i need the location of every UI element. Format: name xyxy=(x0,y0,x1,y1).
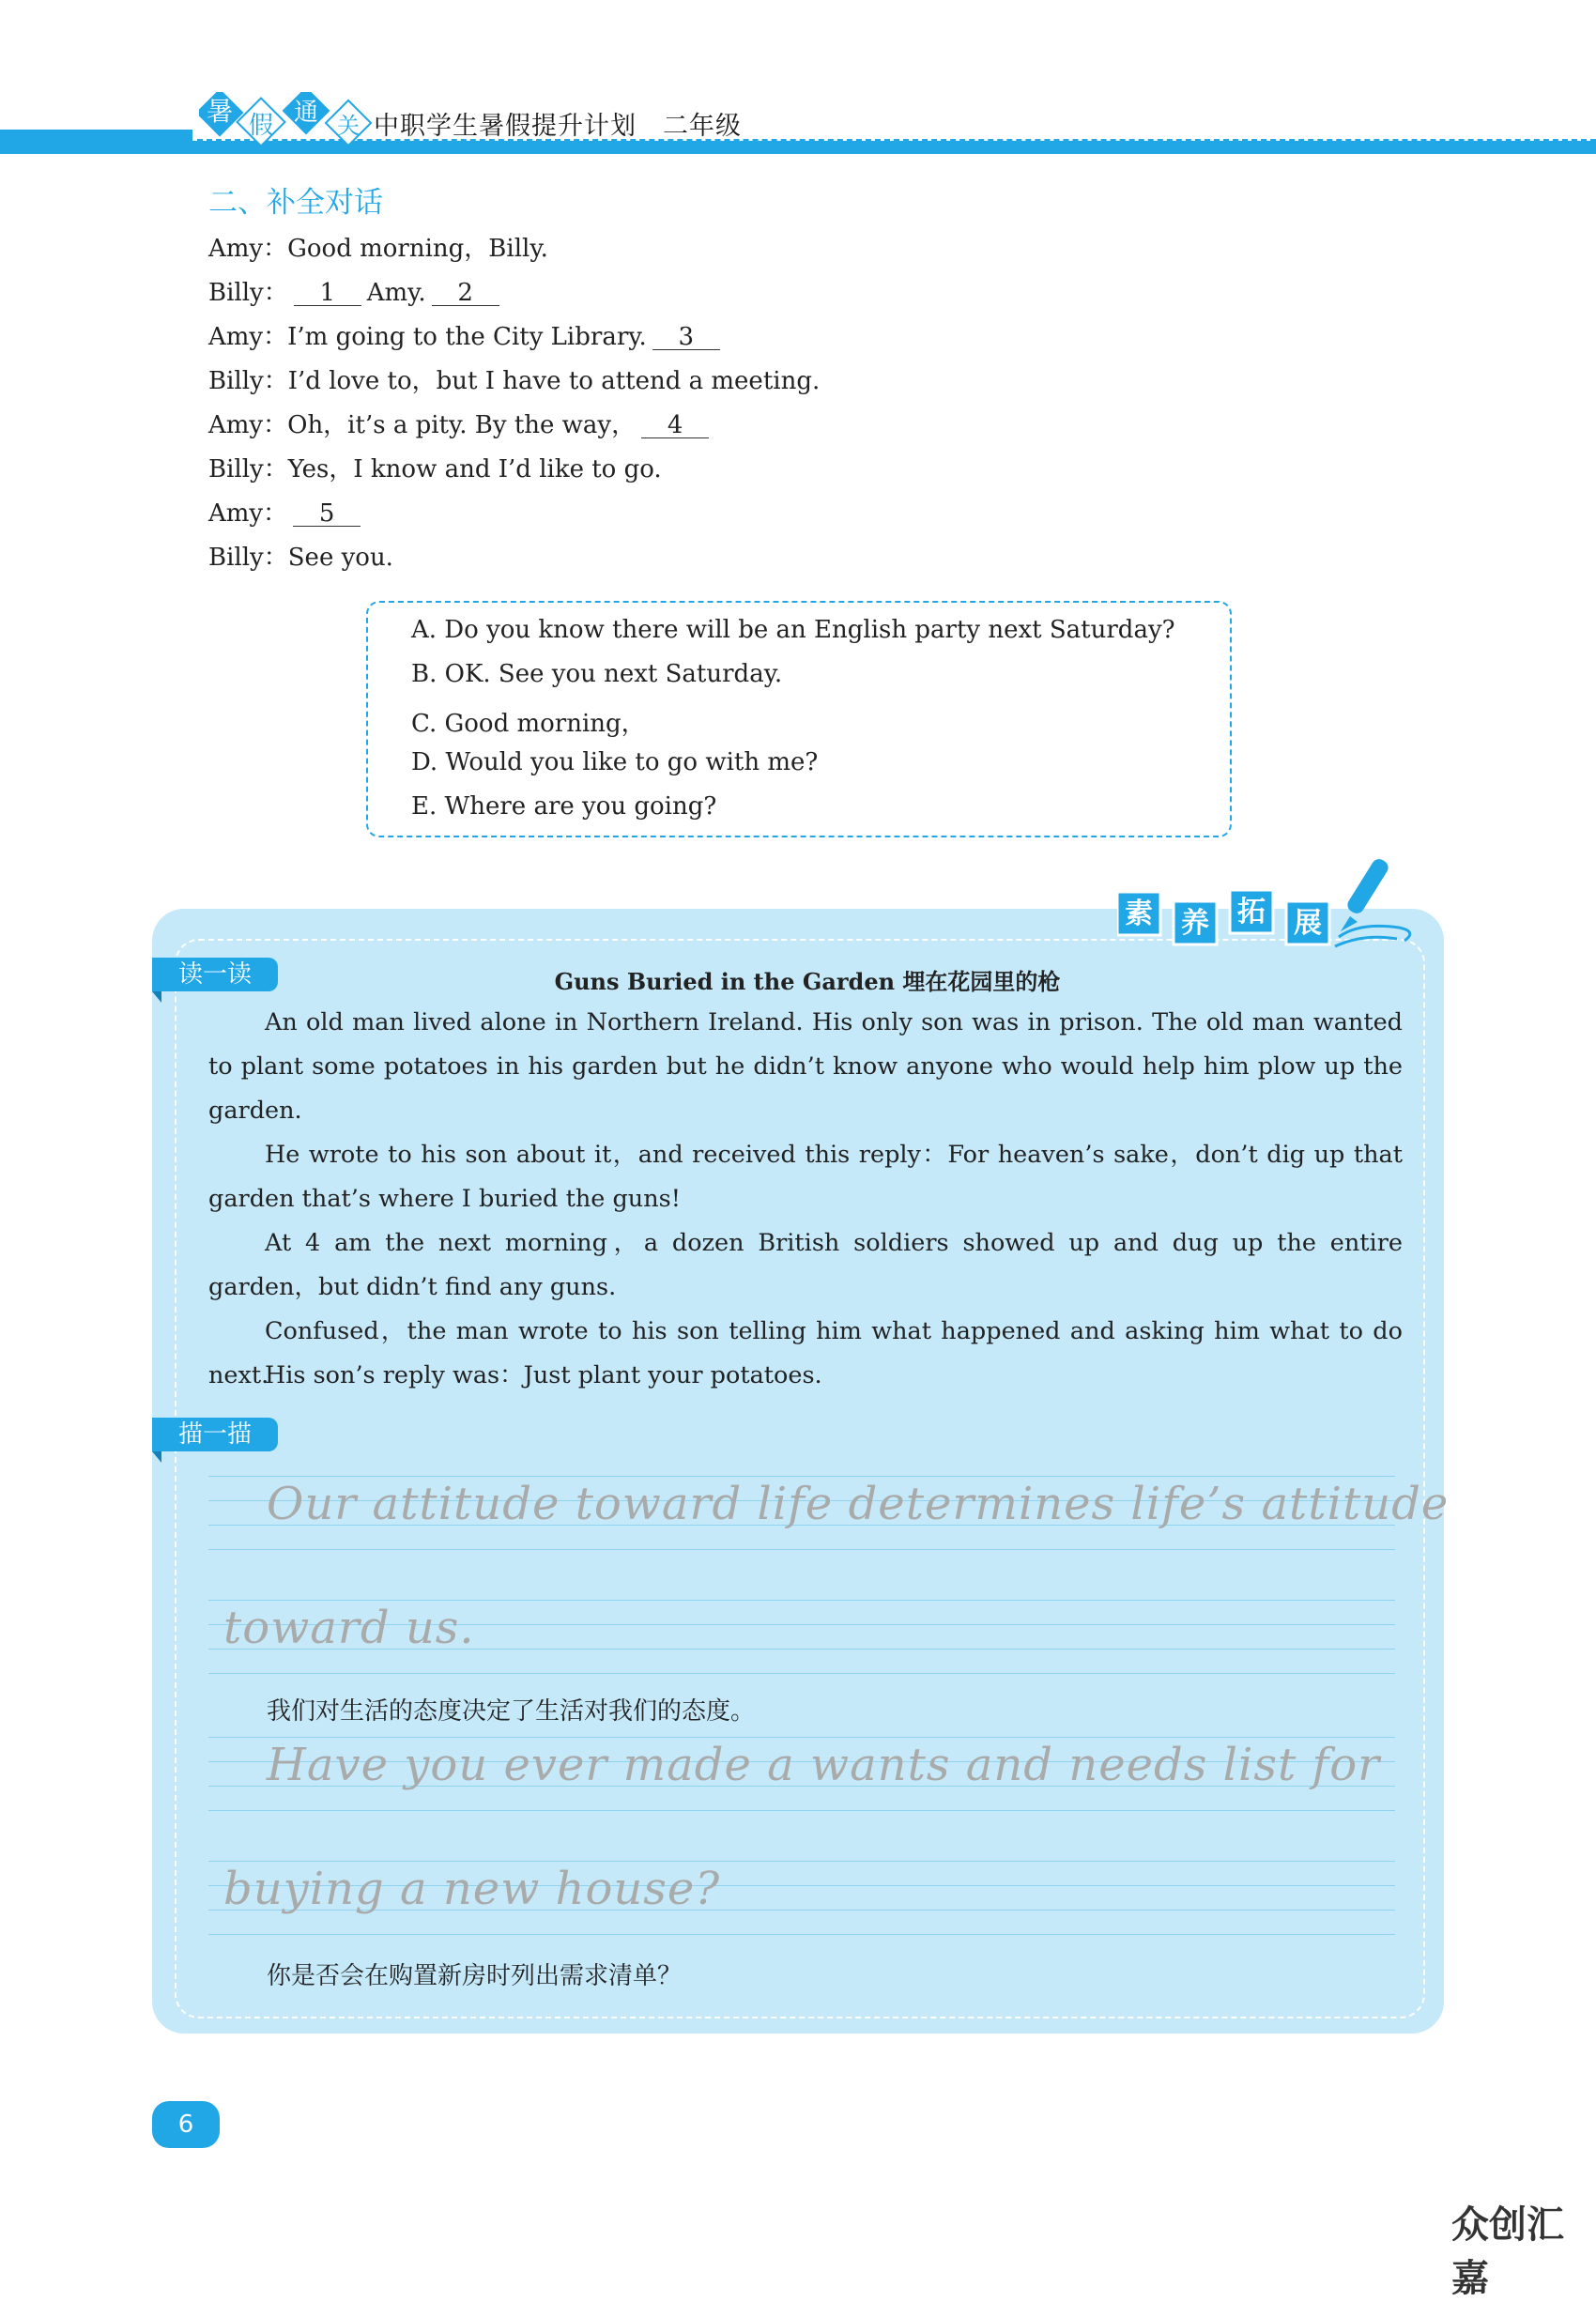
page-number: 6 xyxy=(152,2101,220,2148)
blank-3: 3 xyxy=(652,325,720,350)
badge-char-2: 养 xyxy=(1181,907,1209,940)
dialogue-line-5 xyxy=(208,413,714,438)
story-title: Guns Buried in the Garden 埋在花园里的枪 xyxy=(554,968,1061,995)
logo-char-2: 假 xyxy=(248,112,274,140)
series-logo xyxy=(199,92,377,145)
trace-translation-2: 你是否会在购置新房时列出需求清单？ xyxy=(267,1962,683,1990)
speaker: Amy： xyxy=(208,235,288,263)
speaker: Billy： xyxy=(208,455,288,483)
speaker: Billy： xyxy=(208,544,288,572)
story-paragraph-3: At 4 am the next morning，a dozen British soldiers showed up and dug up the entire garden，but didn’t find any guns. xyxy=(208,1229,1403,1301)
story-paragraph-5: His son’s reply was：Just plant your potatoes. xyxy=(265,1361,822,1389)
speaker: Billy： xyxy=(208,367,288,395)
header-title: 中职学生暑假提升计划 二年级 xyxy=(374,112,742,141)
line-text: Amy. xyxy=(366,279,426,307)
badge-char-4: 展 xyxy=(1294,907,1322,940)
logo-char-3: 通 xyxy=(293,99,319,127)
option-c: C. Good morning， xyxy=(411,710,646,738)
extension-badge xyxy=(1117,856,1427,956)
speaker: Amy： xyxy=(208,411,288,439)
line-text: Oh，it’s a pity. By the way， xyxy=(287,411,637,439)
dialogue-line-2 xyxy=(208,281,505,306)
line-text: See you. xyxy=(287,544,393,572)
line-text: Yes，I know and I’d like to go. xyxy=(287,455,662,483)
dialogue-line-1 xyxy=(208,237,548,261)
section-heading: 二、补全对话 xyxy=(208,186,383,220)
option-b: B. OK. See you next Saturday. xyxy=(411,660,783,688)
trace-translation-1: 我们对生活的态度决定了生活对我们的态度。 xyxy=(267,1697,756,1726)
line-text: I’m going to the City Library. xyxy=(287,323,647,351)
blank-1: 1 xyxy=(294,281,361,306)
trace-sentence-1-line-1: Our attitude toward life determines life’s attitude xyxy=(267,1478,1450,1530)
dialogue-line-3 xyxy=(208,325,726,350)
logo-char-1: 暑 xyxy=(206,96,234,127)
blank-2: 2 xyxy=(432,281,499,306)
blank-5: 5 xyxy=(293,501,361,527)
option-d: D. Would you like to go with me? xyxy=(411,748,819,776)
story-paragraph-2: He wrote to his son about it，and received this reply：For heaven’s sake，don’t dig up that garden that’s where I buried the guns! xyxy=(208,1141,1403,1213)
speaker: Amy： xyxy=(208,323,288,351)
watermark: 众创汇嘉 xyxy=(1451,2203,1564,2300)
trace-sentence-2-line-2: buying a new house? xyxy=(223,1863,721,1915)
dialogue-line-4 xyxy=(208,369,820,393)
trace-tab-fold xyxy=(152,1451,161,1463)
pen-icon xyxy=(1335,856,1410,946)
dialogue-line-6 xyxy=(208,457,662,482)
blank-4: 4 xyxy=(641,413,709,438)
trace-tab: 描一描 xyxy=(152,1418,278,1451)
line-text: I’d love to，but I have to attend a meeting. xyxy=(287,367,821,395)
story-paragraph-1: An old man lived alone in Northern Ireland. His only son was in prison. The old man wanted to plant some potatoes in his garden but he didn’t know anyone who would help him plow up the garden. xyxy=(208,1008,1403,1125)
logo-char-4: 关 xyxy=(337,113,360,139)
read-tab-fold xyxy=(152,991,161,1003)
trace-sentence-1-line-2: toward us. xyxy=(223,1602,475,1654)
badge-char-3: 拓 xyxy=(1237,896,1266,928)
speaker: Billy： xyxy=(208,279,288,307)
read-tab: 读一读 xyxy=(152,958,278,991)
badge-char-1: 素 xyxy=(1125,898,1153,930)
option-a: A. Do you know there will be an English party next Saturday? xyxy=(411,616,1175,644)
dialogue-line-7 xyxy=(208,501,366,527)
trace-sentence-2-line-1: Have you ever made a wants and needs list for xyxy=(267,1739,1381,1791)
speaker: Amy： xyxy=(208,499,288,528)
dialogue-line-8 xyxy=(208,545,393,570)
story-paragraph-4: Confused，the man wrote to his son telling him what happened and asking him what to do next. xyxy=(208,1317,1403,1389)
line-text: Good morning，Billy. xyxy=(287,235,548,263)
option-e: E. Where are you going? xyxy=(411,792,717,821)
